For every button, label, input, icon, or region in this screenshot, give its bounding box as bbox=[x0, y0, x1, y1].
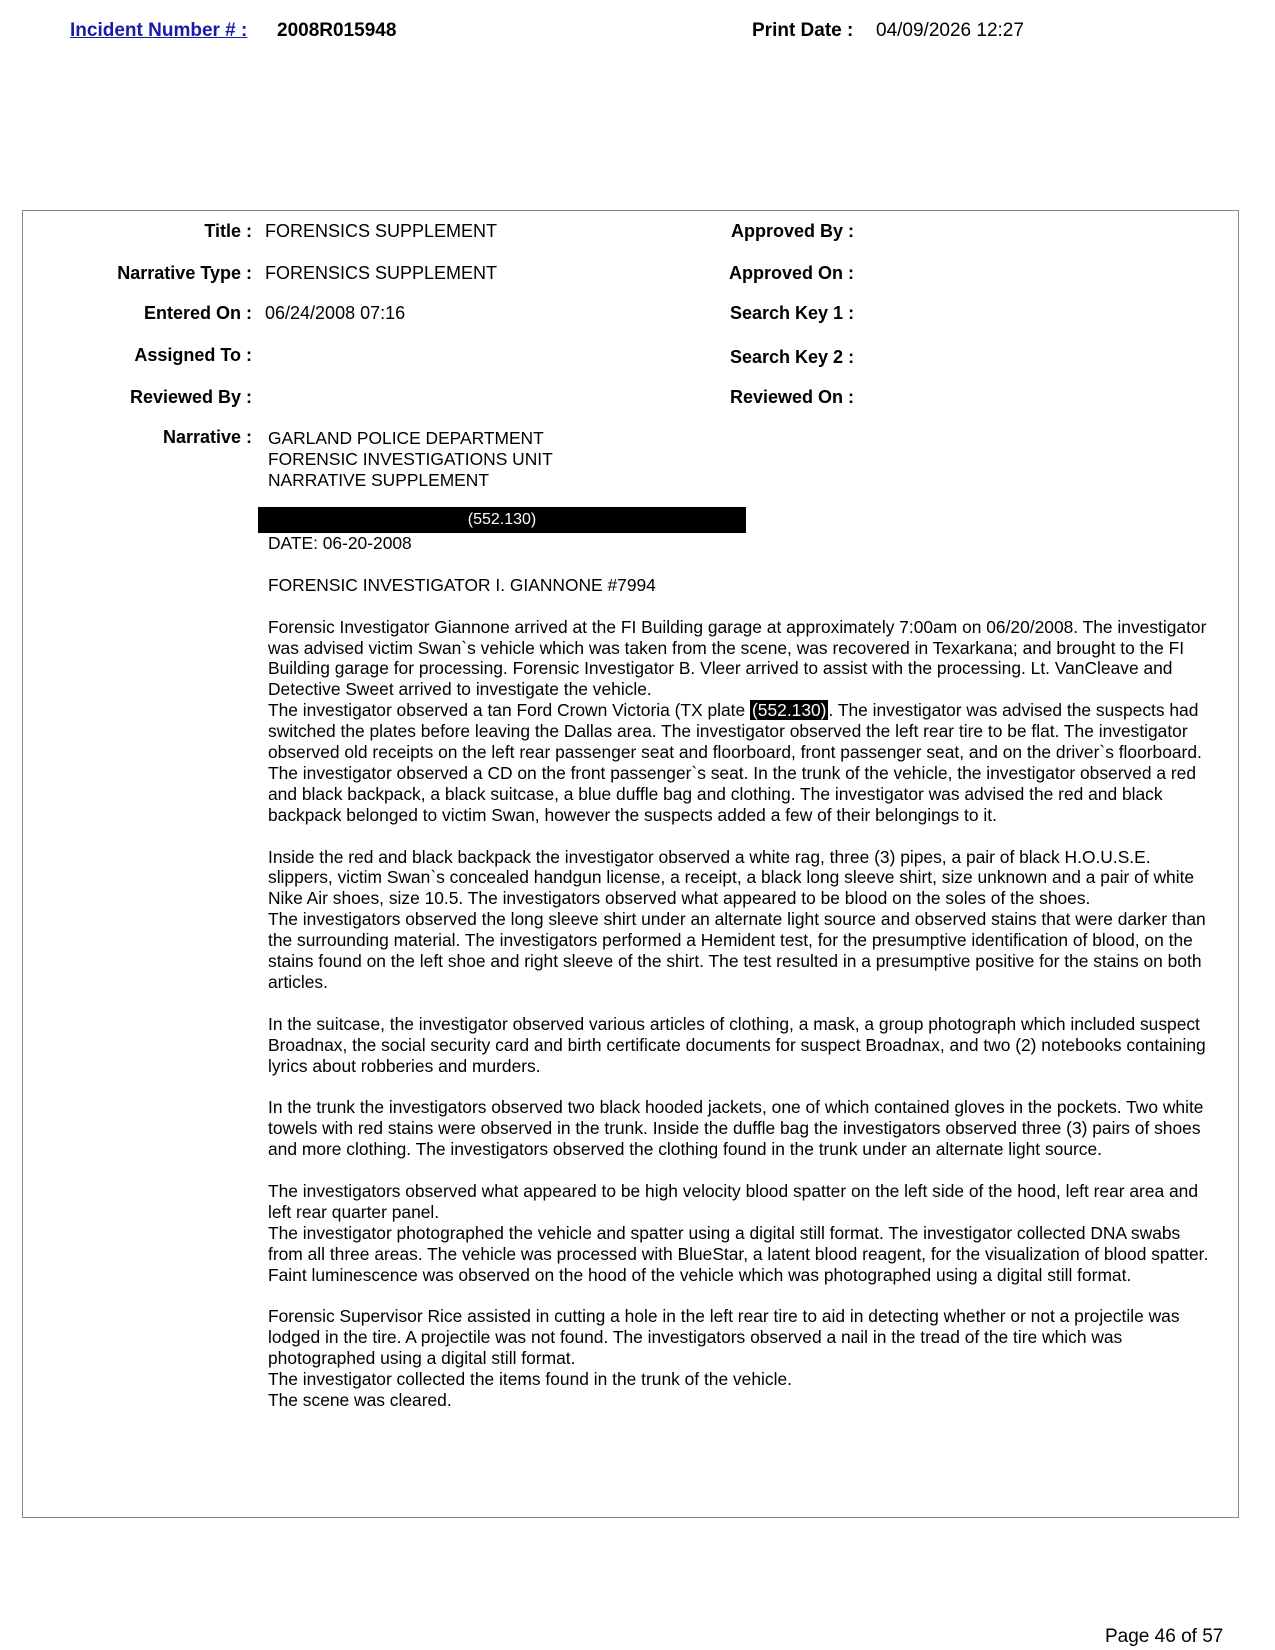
reviewed-on-label: Reviewed On : bbox=[730, 387, 855, 407]
page-number: Page 46 of 57 bbox=[1105, 1626, 1224, 1647]
assigned-to-label: Assigned To : bbox=[134, 345, 252, 365]
search-key-2-label: Search Key 2 : bbox=[730, 347, 855, 367]
approved-on-label: Approved On : bbox=[729, 263, 854, 283]
paragraph: The investigators observed the long sleeve shirt under an alternate light source and observed stains that were darker than the surrounding material. The investigators performed a Hemident test, for the presumptive identification of blood, on the stains found on the left shoe and right sleeve of the shirt. The test resulted in a presumptive positive for the stains on both articles. bbox=[268, 909, 1206, 992]
narrative-type-label: Narrative Type : bbox=[117, 263, 252, 283]
paragraph: Forensic Investigator Giannone arrived at the FI Building garage at approximately 7:00am on 06/20/2008. The investigator was advised victim Swan`s vehicle which was taken from the scene, was recovered in Texarkana; and brought to the FI Building garage for processing. Forensic Investigator B. Vleer arrived to assist with the processing. Lt. VanCleave and Detective Sweet arrived to investigate the vehicle. bbox=[268, 616, 1207, 700]
investigator-line: FORENSIC INVESTIGATOR I. GIANNONE #7994 bbox=[268, 574, 656, 595]
title-label: Title : bbox=[204, 221, 252, 241]
print-date: 04/09/2026 12:27 bbox=[876, 20, 1024, 41]
title-value: FORENSICS SUPPLEMENT bbox=[265, 221, 498, 241]
incident-number: 2008R015948 bbox=[277, 20, 397, 41]
narrative-heading bbox=[268, 428, 1218, 491]
approved-by-label: Approved By : bbox=[731, 221, 855, 241]
narrative-body bbox=[268, 533, 1218, 1411]
paragraph: In the trunk the investigators observed two black hooded jackets, one of which contained gloves in the pockets. Two white towels with red stains were observed in the trunk. Inside the duffle bag the investigators observed three (3) pairs of shoes and more clothing. The investigators observed the clothing found in the trunk under an alternate light source. bbox=[268, 1097, 1204, 1160]
paragraph-text: The investigator observed a tan Ford Crown Victoria (TX plate bbox=[268, 700, 751, 721]
paragraph: The investigator collected the items found in the trunk of the vehicle. bbox=[268, 1369, 792, 1390]
narrative-type-value: FORENSICS SUPPLEMENT bbox=[265, 263, 498, 283]
entered-on-value: 06/24/2008 07:16 bbox=[265, 303, 406, 323]
inline-redaction: (552.130) bbox=[752, 700, 827, 721]
paragraph-text: . The investigator was advised the suspects had switched the plates before leaving the Dallas area. The investigator observed the left rear tire to be flat. The investigator observed old receipts on the left rear passenger seat and floorboard, front passenger seat, and on the driver`s floorboard. The investigator observed a CD on the front passenger`s seat. In the trunk of the vehicle, the investigator observed a red and black backpack, a black suitcase, a blue duffle bag and clothing. The investigator was advised the red and black backpack belonged to victim Swan, however the suspects added a few of their belongings to it. bbox=[268, 700, 1202, 825]
heading-line-3: NARRATIVE SUPPLEMENT bbox=[268, 469, 489, 490]
redaction-bar: (552.130) bbox=[258, 507, 746, 533]
paragraph: The investigator photographed the vehicle and spatter using a digital still format. The investigator collected DNA swabs from all three areas. The vehicle was processed with BlueStar, a latent blood reagent, for the visualization of blood spatter. Faint luminescence was observed on the hood of the vehicle which was photographed using a digital still format. bbox=[268, 1222, 1209, 1285]
paragraph: Inside the red and black backpack the investigator observed a white rag, three (3) pipes, a pair of black H.O.U.S.E. slippers, victim Swan`s concealed handgun license, a receipt, a black long sleeve shirt, size unknown and a pair of white Nike Air shoes, size 10.5. The investigators observed what appeared to be blood on the soles of the shoes. bbox=[268, 846, 1195, 909]
paragraph: The investigators observed what appeared to be high velocity blood spatter on the left side of the hood, left rear area and left rear quarter panel. bbox=[268, 1181, 1199, 1222]
heading-line-1: GARLAND POLICE DEPARTMENT bbox=[268, 428, 544, 448]
entered-on-label: Entered On : bbox=[143, 303, 252, 323]
paragraph: Forensic Supervisor Rice assisted in cutting a hole in the left rear tire to aid in detecting whether or not a projectile was lodged in the tire. A projectile was not found. The investigators observed a nail in the tread of the tire which was photographed using a digital still format. bbox=[268, 1306, 1180, 1369]
heading-line-2: FORENSIC INVESTIGATIONS UNIT bbox=[268, 448, 553, 469]
search-key-1-label: Search Key 1 : bbox=[730, 303, 855, 323]
incident-number-link[interactable]: Incident Number # : bbox=[70, 20, 248, 41]
paragraph: The scene was cleared. bbox=[268, 1390, 452, 1411]
date-line: DATE: 06-20-2008 bbox=[268, 533, 412, 553]
narrative-label: Narrative : bbox=[162, 427, 252, 447]
paragraph bbox=[268, 700, 1218, 825]
reviewed-by-label: Reviewed By : bbox=[129, 387, 252, 407]
paragraph: In the suitcase, the investigator observed various articles of clothing, a mask, a group photograph which included suspect Broadnax, the social security card and birth certificate documents for suspect Broadnax, and two (2) notebooks containing lyrics about robberies and murders. bbox=[268, 1013, 1206, 1076]
print-date-label: Print Date : bbox=[752, 20, 854, 41]
